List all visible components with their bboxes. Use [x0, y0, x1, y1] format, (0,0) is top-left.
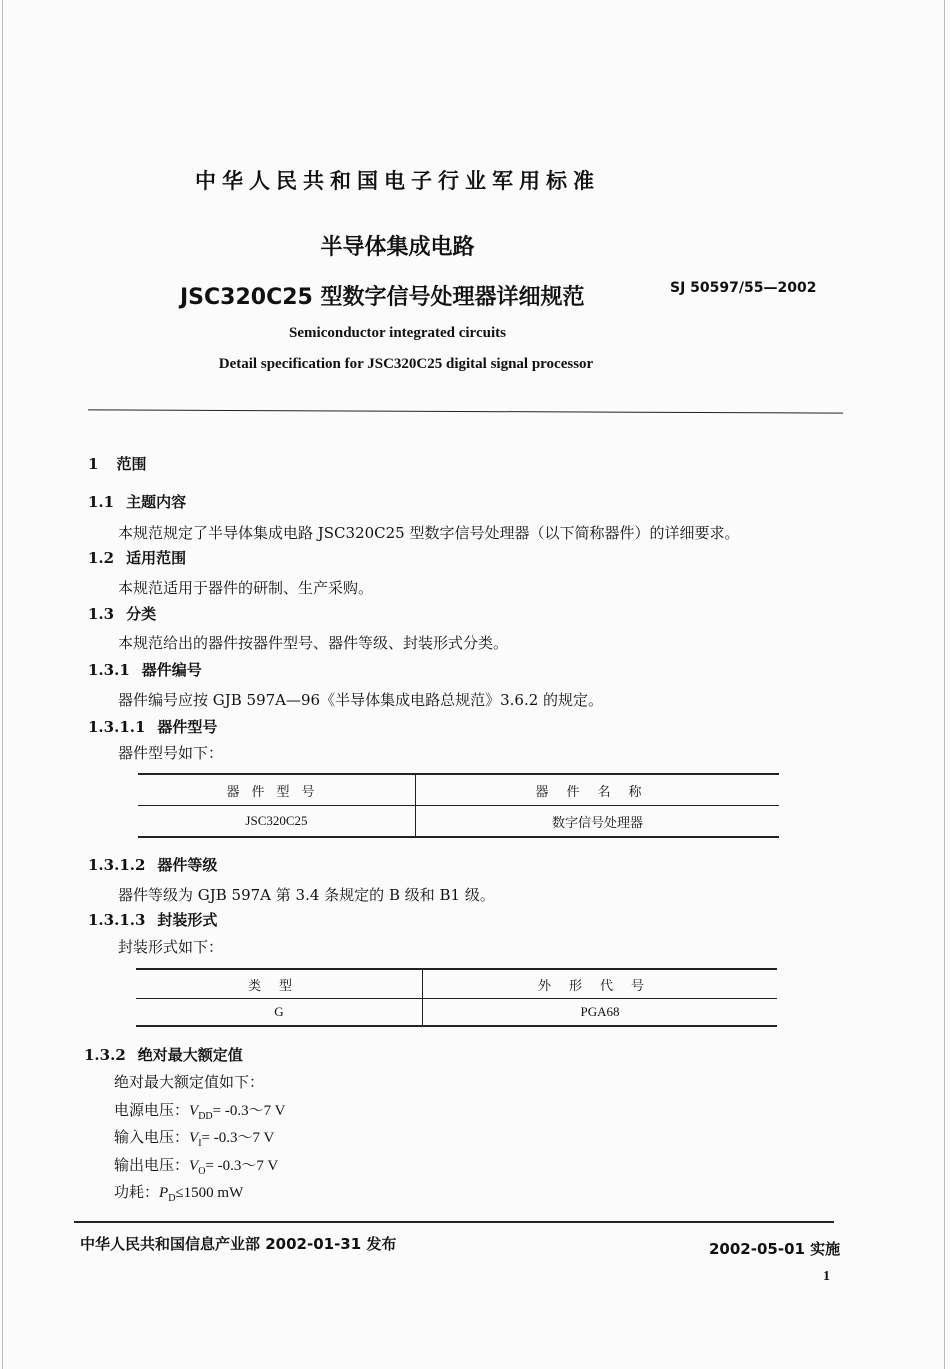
table-cell-outline: PGA68: [580, 1004, 620, 1019]
rating-label: 功耗：: [114, 1183, 160, 1201]
section-title: 分类: [126, 605, 157, 623]
rating-subscript: D: [168, 1193, 176, 1204]
section-1-3-2-text: 绝对最大额定值如下：: [114, 1073, 265, 1091]
section-1-1-text: 本规范规定了半导体集成电路 JSC320C25 型数字信号处理器（以下简称器件）的详细要求。: [118, 524, 740, 542]
rating-label: 电源电压：: [114, 1101, 190, 1119]
page-number: 1: [823, 1269, 830, 1284]
section-title: 绝对最大额定值: [137, 1046, 243, 1064]
table-header-row: [138, 774, 779, 806]
section-number: 1.3.1.2: [88, 856, 146, 874]
section-1-3-1-text: 器件编号应按 GJB 597A—96《半导体集成电路总规范》3.6.2 的规定。: [118, 691, 604, 709]
section-1-3-1-2-heading: [88, 854, 217, 875]
title-line-1: 半导体集成电路: [320, 235, 475, 260]
section-number: 1.3.2: [84, 1046, 126, 1064]
table-header-model: 器件型号: [138, 774, 416, 806]
section-1-3-1-2-text: 器件等级为 GJB 597A 第 3.4 条规定的 B 级和 B1 级。: [118, 886, 495, 904]
footer-divider: [74, 1221, 834, 1223]
section-1-3-1-3-heading: [88, 909, 217, 930]
table-cell-name: 数字信号处理器: [551, 815, 643, 831]
rating-label: 输出电压：: [114, 1156, 190, 1174]
rating-output-voltage: [114, 1154, 278, 1177]
effective-date: 2002-05-01 实施: [709, 1240, 841, 1258]
section-1-3-text: 本规范给出的器件按器件型号、器件等级、封装形式分类。: [118, 634, 509, 652]
rating-subscript: DD: [198, 1111, 213, 1122]
section-number: 1.3.1: [88, 661, 130, 679]
table-header-name: 器件名称: [535, 784, 660, 800]
section-number: 1: [88, 455, 99, 473]
table-row: [138, 806, 779, 838]
rating-power: [114, 1181, 243, 1204]
section-title: 封装形式: [157, 911, 218, 929]
section-1-3-1-1-text: 器件型号如下：: [118, 744, 224, 762]
rating-symbol: V: [189, 1103, 199, 1119]
rating-subscript: I: [198, 1138, 202, 1149]
section-1-2-heading: [88, 547, 186, 568]
section-number: 1.1: [88, 493, 115, 511]
rating-value: = -0.3～7 V: [212, 1103, 286, 1119]
section-1-2-text: 本规范适用于器件的研制、生产采购。: [118, 579, 374, 597]
title-line-2: JSC320C25 型数字信号处理器详细规范: [180, 285, 585, 310]
standard-number: SJ 50597/55—2002: [670, 280, 817, 296]
model-table: [138, 773, 779, 838]
table-header-outline: 外形代号: [537, 978, 662, 994]
scan-edge-left: [2, 0, 3, 1369]
rating-label: 输入电压：: [114, 1128, 190, 1146]
standard-header: 中华人民共和国电子行业军用标准: [195, 169, 600, 193]
rating-input-voltage: [114, 1126, 274, 1149]
rating-symbol: P: [159, 1185, 169, 1201]
table-header-row: [136, 969, 777, 999]
section-title: 范围: [116, 455, 147, 473]
section-title: 器件型号: [157, 718, 218, 736]
title-divider: [88, 409, 843, 413]
package-table: [136, 968, 777, 1027]
section-1-heading: [88, 453, 146, 474]
rating-supply-voltage: [114, 1099, 285, 1122]
section-title: 主题内容: [126, 493, 187, 511]
section-1-1-heading: [88, 491, 186, 512]
section-number: 1.2: [88, 549, 115, 567]
section-number: 1.3.1.1: [88, 718, 146, 736]
scan-edge-right: [944, 0, 945, 1369]
section-1-3-1-3-text: 封装形式如下：: [118, 938, 224, 956]
section-title: 器件编号: [141, 661, 202, 679]
section-1-3-1-heading: [88, 659, 202, 680]
rating-subscript: O: [198, 1166, 206, 1177]
section-title: 适用范围: [126, 549, 187, 567]
table-cell-model: JSC320C25: [138, 806, 416, 838]
rating-value: = -0.3～7 V: [205, 1158, 279, 1174]
issue-statement: 中华人民共和国信息产业部 2002-01-31 发布: [80, 1235, 397, 1253]
english-title-2: Detail specification for JSC320C25 digital signal processor: [218, 356, 594, 372]
table-cell-type: G: [136, 999, 423, 1027]
section-1-3-heading: [88, 603, 156, 624]
rating-value: = -0.3～7 V: [201, 1130, 275, 1146]
rating-value: ≤1500 mW: [175, 1185, 244, 1201]
section-1-3-2-heading: [84, 1044, 243, 1065]
section-number: 1.3.1.3: [88, 911, 146, 929]
table-header-type: 类型: [136, 969, 423, 999]
table-row: [136, 999, 777, 1027]
section-title: 器件等级: [157, 856, 218, 874]
section-1-3-1-1-heading: [88, 716, 217, 737]
rating-symbol: V: [189, 1130, 199, 1146]
rating-symbol: V: [189, 1158, 199, 1174]
section-number: 1.3: [88, 605, 115, 623]
english-title-1: Semiconductor integrated circuits: [289, 325, 506, 341]
